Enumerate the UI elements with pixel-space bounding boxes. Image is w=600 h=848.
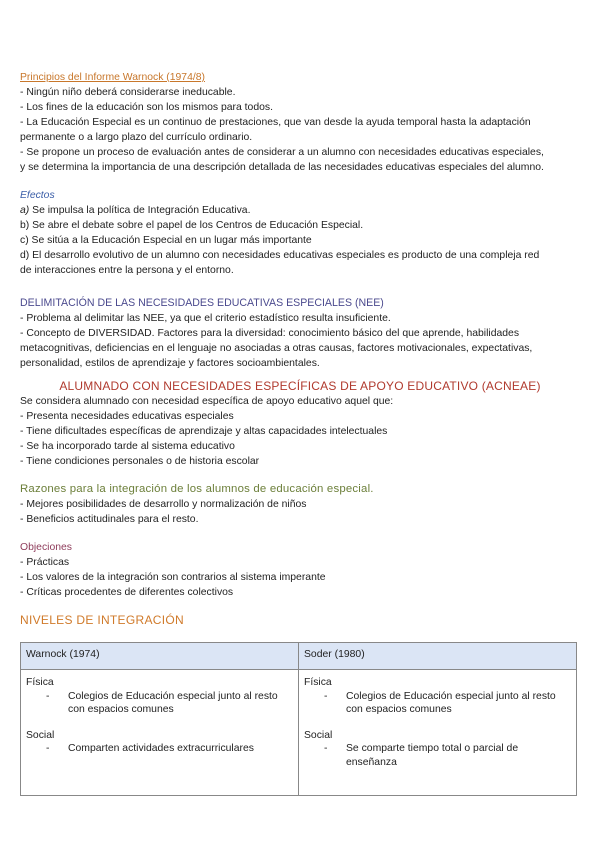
objeciones-heading: Objeciones — [20, 542, 72, 553]
social-item — [304, 742, 571, 769]
objeciones-line: - Los valores de la integración son contrarios al sistema imperante — [20, 572, 326, 583]
dash-mark: - — [324, 690, 328, 702]
efectos-line: d) El desarrollo evolutivo de un alumno con necesidades educativas especiales es producto de una compleja red — [20, 250, 540, 261]
social-item — [26, 742, 293, 756]
social-label: Social — [304, 729, 333, 741]
fisica-item — [26, 690, 293, 717]
acneae-heading: ALUMNADO CON NECESIDADES ESPECÍFICAS DE APOYO EDUCATIVO (ACNEAE) — [59, 379, 541, 393]
acneae-line: - Tiene condiciones personales o de historia escolar — [20, 456, 260, 467]
fisica-text: Colegios de Educación especial junto al resto con espacios comunes — [68, 690, 278, 715]
table-header-soder: Soder (1980) — [299, 643, 577, 670]
nee-line: personalidad, estilos de aprendizaje y factores socioambientales. — [20, 358, 320, 369]
warnock-line: y se determina la importancia de una descripción detallada de las necesidades educativas especiales del alumno. — [20, 162, 544, 173]
warnock-line: - La Educación Especial es un continuo de prestaciones, que van desde la ayuda temporal hasta la adaptación — [20, 117, 531, 128]
document-body — [20, 70, 580, 628]
warnock-line: - Los fines de la educación son los mismos para todos. — [20, 102, 273, 113]
table-header-warnock: Warnock (1974) — [21, 643, 299, 670]
acneae-line: Se considera alumnado con necesidad específica de apoyo educativo aquel que: — [20, 396, 394, 407]
fisica-label: Física — [26, 677, 54, 688]
objeciones-line: - Críticas procedentes de diferentes colectivos — [20, 587, 234, 598]
acneae-line: - Se ha incorporado tarde al sistema educativo — [20, 441, 235, 452]
objeciones-line: - Prácticas — [20, 557, 70, 568]
niveles-table — [20, 642, 577, 796]
dash-mark: - — [46, 690, 50, 702]
efectos-line: de interacciones entre la persona y el entorno. — [20, 265, 234, 276]
warnock-heading: Principios del Informe Warnock (1974/8) — [20, 72, 205, 83]
razones-line: - Mejores posibilidades de desarrollo y normalización de niños — [20, 499, 307, 510]
social-text: Comparten actividades extracurriculares — [68, 743, 254, 754]
fisica-item — [304, 690, 571, 717]
dash-mark: - — [46, 743, 50, 754]
social-text: Se comparte tiempo total o parcial de enseñanza — [346, 743, 519, 768]
fisica-text: Colegios de Educación especial junto al resto con espacios comunes — [346, 690, 556, 715]
dash-mark: - — [324, 743, 328, 754]
efectos-a-prefix: a) — [20, 205, 30, 216]
warnock-line: - Se propone un proceso de evaluación antes de considerar a un alumno con necesidades educativas especiales, — [20, 147, 544, 158]
efectos-line-a — [20, 203, 580, 218]
razones-line: - Beneficios actitudinales para el resto. — [20, 514, 199, 525]
razones-heading: Razones para la integración de los alumnos de educación especial. — [20, 483, 374, 495]
efectos-heading: Efectos — [20, 190, 55, 201]
acneae-line: - Tiene dificultades específicas de aprendizaje y altas capacidades intelectuales — [20, 426, 388, 437]
warnock-line: permanente o a largo plazo del currículo ordinario. — [20, 132, 253, 143]
nee-line: - Concepto de DIVERSIDAD. Factores para la diversidad: conocimiento básico del que aprende, habilidades — [20, 328, 520, 339]
social-label: Social — [26, 729, 55, 741]
efectos-a-text: Se impulsa la política de Integración Educativa. — [29, 205, 251, 216]
fisica-label: Física — [304, 677, 332, 688]
table-cell-soder — [299, 670, 577, 796]
nee-heading: DELIMITACIÓN DE LAS NECESIDADES EDUCATIVAS ESPECIALES (NEE) — [20, 297, 384, 309]
nee-line: metacognitivas, deficiencias en el lenguaje no asociadas a otras causas, factores motivacionales, expectativas, — [20, 343, 533, 354]
table-cell-warnock — [21, 670, 299, 796]
nee-line: - Problema al delimitar las NEE, ya que el criterio estadístico resulta insuficiente. — [20, 313, 391, 324]
table-header-row — [21, 643, 577, 670]
acneae-line: - Presenta necesidades educativas especiales — [20, 411, 234, 422]
niveles-heading: NIVELES DE INTEGRACIÓN — [20, 613, 184, 627]
efectos-line: b) Se abre el debate sobre el papel de los Centros de Educación Especial. — [20, 220, 364, 231]
warnock-line: - Ningún niño deberá considerarse ineducable. — [20, 87, 236, 98]
table-row — [21, 670, 577, 796]
efectos-line: c) Se sitúa a la Educación Especial en un lugar más importante — [20, 235, 312, 246]
